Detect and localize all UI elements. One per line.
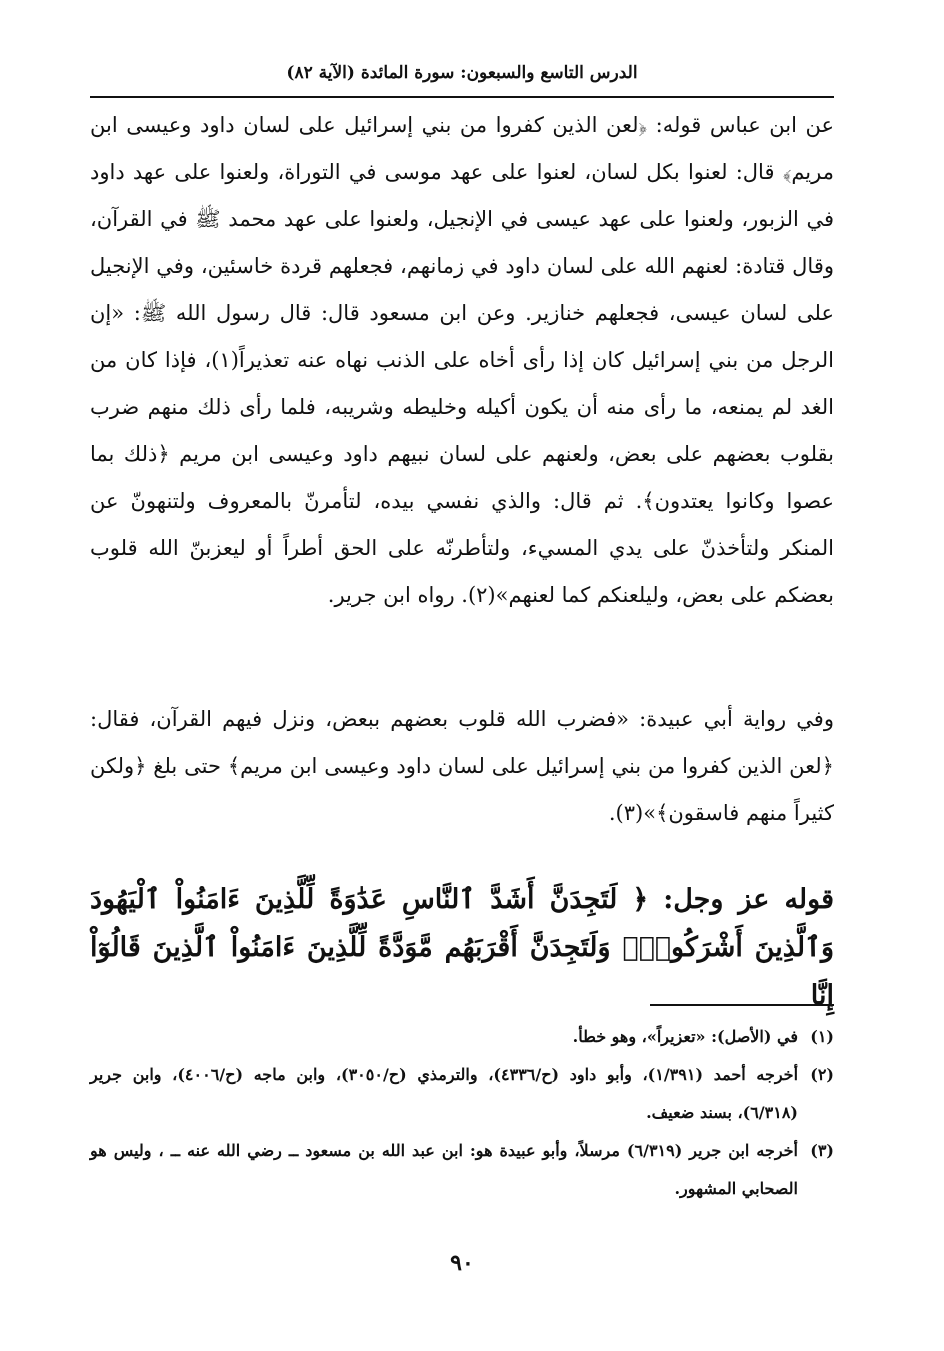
- footnotes: [90, 1018, 834, 1208]
- footnote-text: أخرجه ابن جرير (٦/٣١٩) مرسلاً، وأبو عبيدة هو: ابن عبد الله بن مسعود ــ رضي الله عنه ــ ، وليس هو الصحابي المشهور.: [90, 1141, 799, 1198]
- header-rule: [90, 96, 834, 98]
- footnote-text: في (الأصل): «تعزيراً»، وهو خطأ.: [572, 1027, 798, 1046]
- footnote-3: [90, 1132, 834, 1208]
- footnote-2: [90, 1056, 834, 1132]
- paragraph-text: عن ابن عباس قوله: ﴿لعن الذين كفروا من بني إسرائيل على لسان داود وعيسى ابن مريم﴾ قال: لعنوا بكل لسان، لعنوا على عهد موسى في التوراة، ولعنوا على عهد داود في الزبور، ولعنوا على عهد عيسى في الإنجيل، ولعنوا على عهد محمد ﷺ في القرآن، وقال قتادة: لعنهم الله على لسان داود في زمانهم، فجعلهم قردة خاسئين، وفي الإنجيل على لسان عيسى، فجعلهم خنازير. وعن ابن مسعود قال: قال رسول الله ﷺ: «إن الرجل من بني إسرائيل كان إذا رأى أخاه على الذنب نهاه عنه تعذيراً(١)، فإذا كان من الغد لم يمنعه، ما رأى منه أن يكون أكيله وخليطه وشريبه، فلما رأى ذلك منهم ضرب بقلوب بعضهم على بعض، ولعنهم على لسان نبيهم داود وعيسى ابن مريم ﴿ذلك بما عصوا وكانوا يعتدون﴾. ثم قال: والذي نفسي بيده، لتأمرنّ بالمعروف ولتنهونّ عن المنكر ولتأخذنّ على يدي المسيء، ولتأطرنّه على الحق أطراً أو ليعزبنّ الله قلوب بعضكم على بعض، وليلعنكم كما لعنهم»(٢). رواه ابن جرير.: [90, 113, 835, 607]
- page-number: ٩٠: [450, 1250, 474, 1276]
- quran-verse-block: [90, 876, 834, 1020]
- footnote-text: أخرجه أحمد (١/٣٩١)، وأبو داود (ح/٤٣٣٦)، والترمذي (ح/٣٠٥٠)، وابن ماجه (ح/٤٠٠٦)، وابن جرير (٦/٣١٨)، بسند ضعيف.: [90, 1065, 799, 1122]
- paragraph-ibn-abbas: [90, 102, 834, 619]
- quran-verse-text: قوله عز وجل: ﴿ لَتَجِدَنَّ أَشَدَّ ٱلنَّاسِ عَدَٰوَةً لِّلَّذِينَ ءَامَنُواْ ٱلْيَهُودَ وَٱلَّذِينَ أَشْرَكُواْۖ وَلَتَجِدَنَّ أَقْرَبَهُم مَّوَدَّةً لِّلَّذِينَ ءَامَنُواْ ٱلَّذِينَ قَالُوٓاْ إِنَّا: [90, 884, 834, 1011]
- footnote-rule: [650, 1004, 834, 1006]
- paragraph-text: وفي رواية أبي عبيدة: «فضرب الله قلوب بعضهم ببعض، ونزل فيهم القرآن، فقال: ﴿لعن الذين كفروا من بني إسرائيل على لسان داود وعيسى ابن مريم﴾ حتى بلغ ﴿ولكن كثيراً منهم فاسقون﴾»(٣).: [90, 707, 834, 825]
- footnote-number: (٢): [810, 1065, 834, 1084]
- running-head: الدرس التاسع والسبعون: سورة المائدة (الآية ٨٢): [286, 63, 638, 83]
- footnote-number: (٣): [810, 1141, 834, 1160]
- footnote-number: (١): [810, 1027, 834, 1046]
- footnote-1: [90, 1018, 834, 1056]
- paragraph-abu-ubaida: [90, 696, 834, 837]
